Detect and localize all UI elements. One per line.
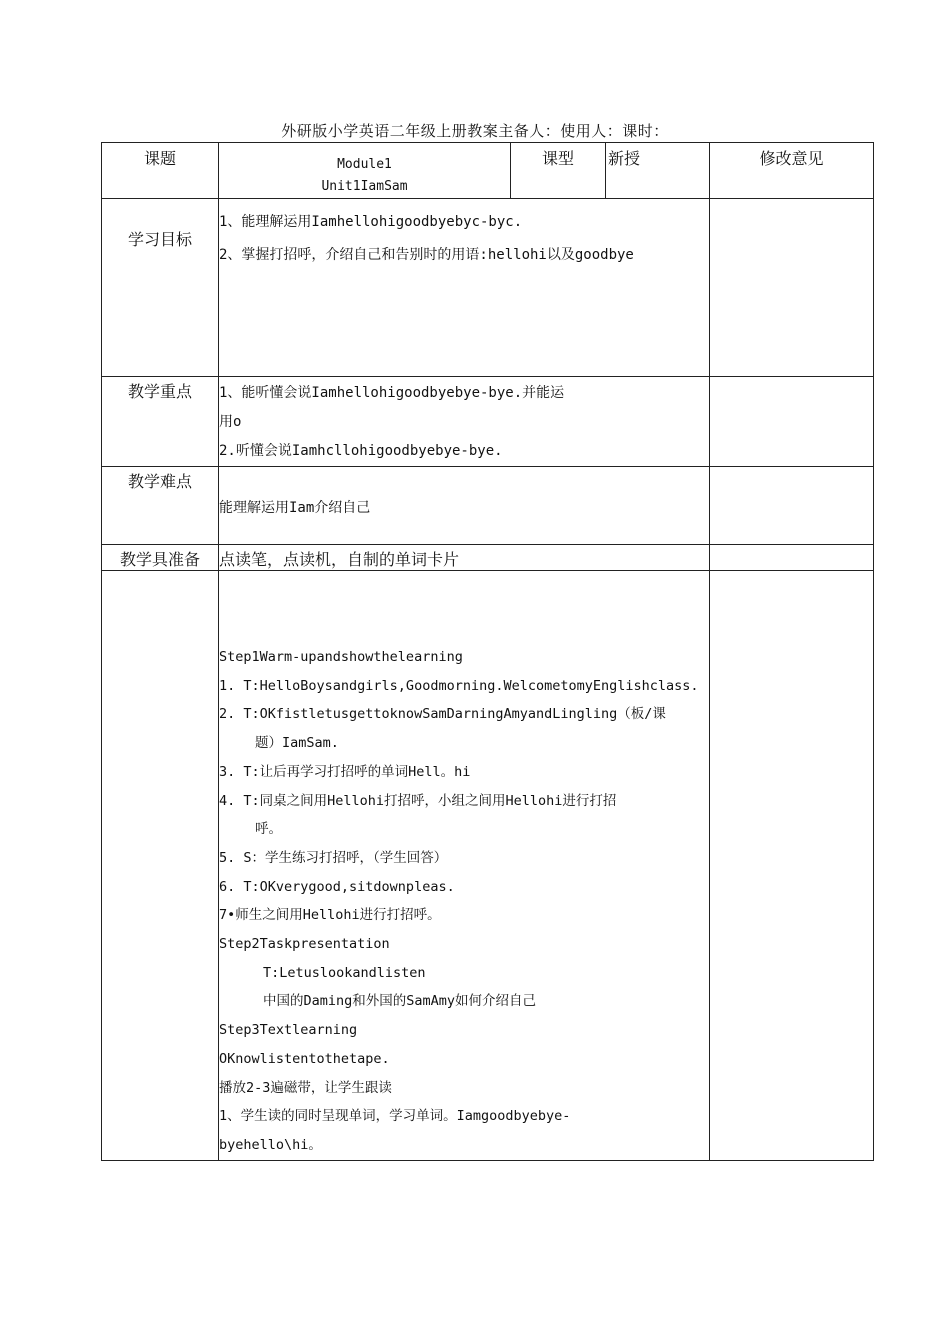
type-label-cell: [511, 143, 606, 199]
process-item: OKnowlistentothetape.: [219, 1050, 390, 1067]
difficulties-text: 能理解运用Iam介绍自己: [219, 500, 371, 516]
revision-label: 修改意见: [759, 149, 824, 168]
process-item: 播放2-3遍磁带，让学生跟读: [219, 1079, 392, 1096]
objective-1: 1、能理解运用Iamhellohigoodbyebyc-byc.: [219, 214, 523, 230]
key-points-label-cell: [102, 377, 219, 467]
document-title: 外研版小学英语二年级上册教案主备人：使用人：课时：: [281, 122, 669, 140]
process-item: 中国的Daming和外国的SamAmy如何介绍自己: [263, 993, 537, 1010]
materials-revision: [710, 545, 874, 571]
objective-2: 2、掌握打招呼，介绍自己和告别时的用语:hellohi以及goodbye: [219, 247, 634, 263]
revision-label-cell: [710, 143, 874, 199]
type-value: 新授: [608, 149, 641, 168]
lesson-plan-table: [101, 142, 874, 1161]
process-step2-heading: Step2Taskpresentation: [219, 936, 390, 953]
process-item-cont: 题）IamSam.: [255, 735, 339, 752]
process-content: [219, 571, 710, 1161]
process-item-cont: 呼。: [255, 821, 282, 838]
process-label-cell: [102, 571, 219, 1161]
process-item-cont: byehello\hi。: [219, 1136, 322, 1153]
objectives-label: 学习目标: [127, 230, 192, 249]
topic-label-cell: [102, 143, 219, 199]
difficulties-revision: [710, 467, 874, 545]
process-item: 2. T:OKfistletusgettoknowSamDarningAmyandLingling（板/课: [219, 706, 666, 723]
process-item: 5. S：学生练习打招呼，（学生回答）: [219, 849, 448, 866]
materials-label: 教学具准备: [119, 550, 200, 569]
type-label: 课型: [541, 149, 574, 168]
materials-text: 点读笔，点读机，自制的单词卡片: [219, 550, 460, 569]
process-row: [102, 571, 874, 1161]
topic-module: Module1: [337, 157, 392, 172]
type-value-cell: [606, 143, 710, 199]
topic-label: 课题: [143, 149, 176, 168]
process-step1-heading: Step1Warm-upandshowthelearning: [219, 649, 463, 665]
key-point-1-cont: 用o: [219, 414, 242, 430]
process-revision: [710, 571, 874, 1161]
header-row: [102, 143, 874, 199]
topic-value-cell: [219, 143, 511, 199]
key-points-label: 教学重点: [127, 382, 192, 401]
key-points-row: [102, 377, 874, 467]
difficulties-row: [102, 467, 874, 545]
key-point-1: 1、能听懂会说Iamhellohigoodbyebye-bye.并能运: [219, 385, 565, 401]
objectives-row: [102, 199, 874, 377]
difficulties-label: 教学难点: [127, 472, 192, 491]
materials-label-cell: [102, 545, 219, 571]
difficulties-content: [219, 467, 710, 545]
process-item: 7•师生之间用Hellohi进行打招呼。: [219, 907, 441, 924]
process-item: 1、学生读的同时呈现单词，学习单词。Iamgoodbyebye-: [219, 1108, 571, 1125]
process-item: 4. T:同桌之间用Hellohi打招呼，小组之间用Hellohi进行打招: [219, 792, 617, 809]
process-step3-heading: Step3Textlearning: [219, 1022, 358, 1039]
objectives-label-cell: [102, 199, 219, 377]
materials-content: [219, 545, 710, 571]
key-point-2: 2.听懂会说Iamhcllohigoodbyebye-bye.: [219, 443, 503, 459]
process-item: 1. T:HelloBoysandgirls,Goodmorning.WelcometomyEnglishclass.: [219, 677, 699, 694]
topic-unit: Unit1IamSam: [321, 179, 408, 194]
objectives-content: [219, 199, 710, 377]
difficulties-label-cell: [102, 467, 219, 545]
process-item: 3. T:让后再学习打招呼的单词Hell。hi: [219, 763, 471, 780]
process-item: 6. T:OKverygood,sitdownpleas.: [219, 878, 455, 895]
materials-row: [102, 545, 874, 571]
process-item: T:Letuslookandlisten: [263, 964, 426, 981]
key-points-content: [219, 377, 710, 467]
objectives-revision: [710, 199, 874, 377]
key-points-revision: [710, 377, 874, 467]
